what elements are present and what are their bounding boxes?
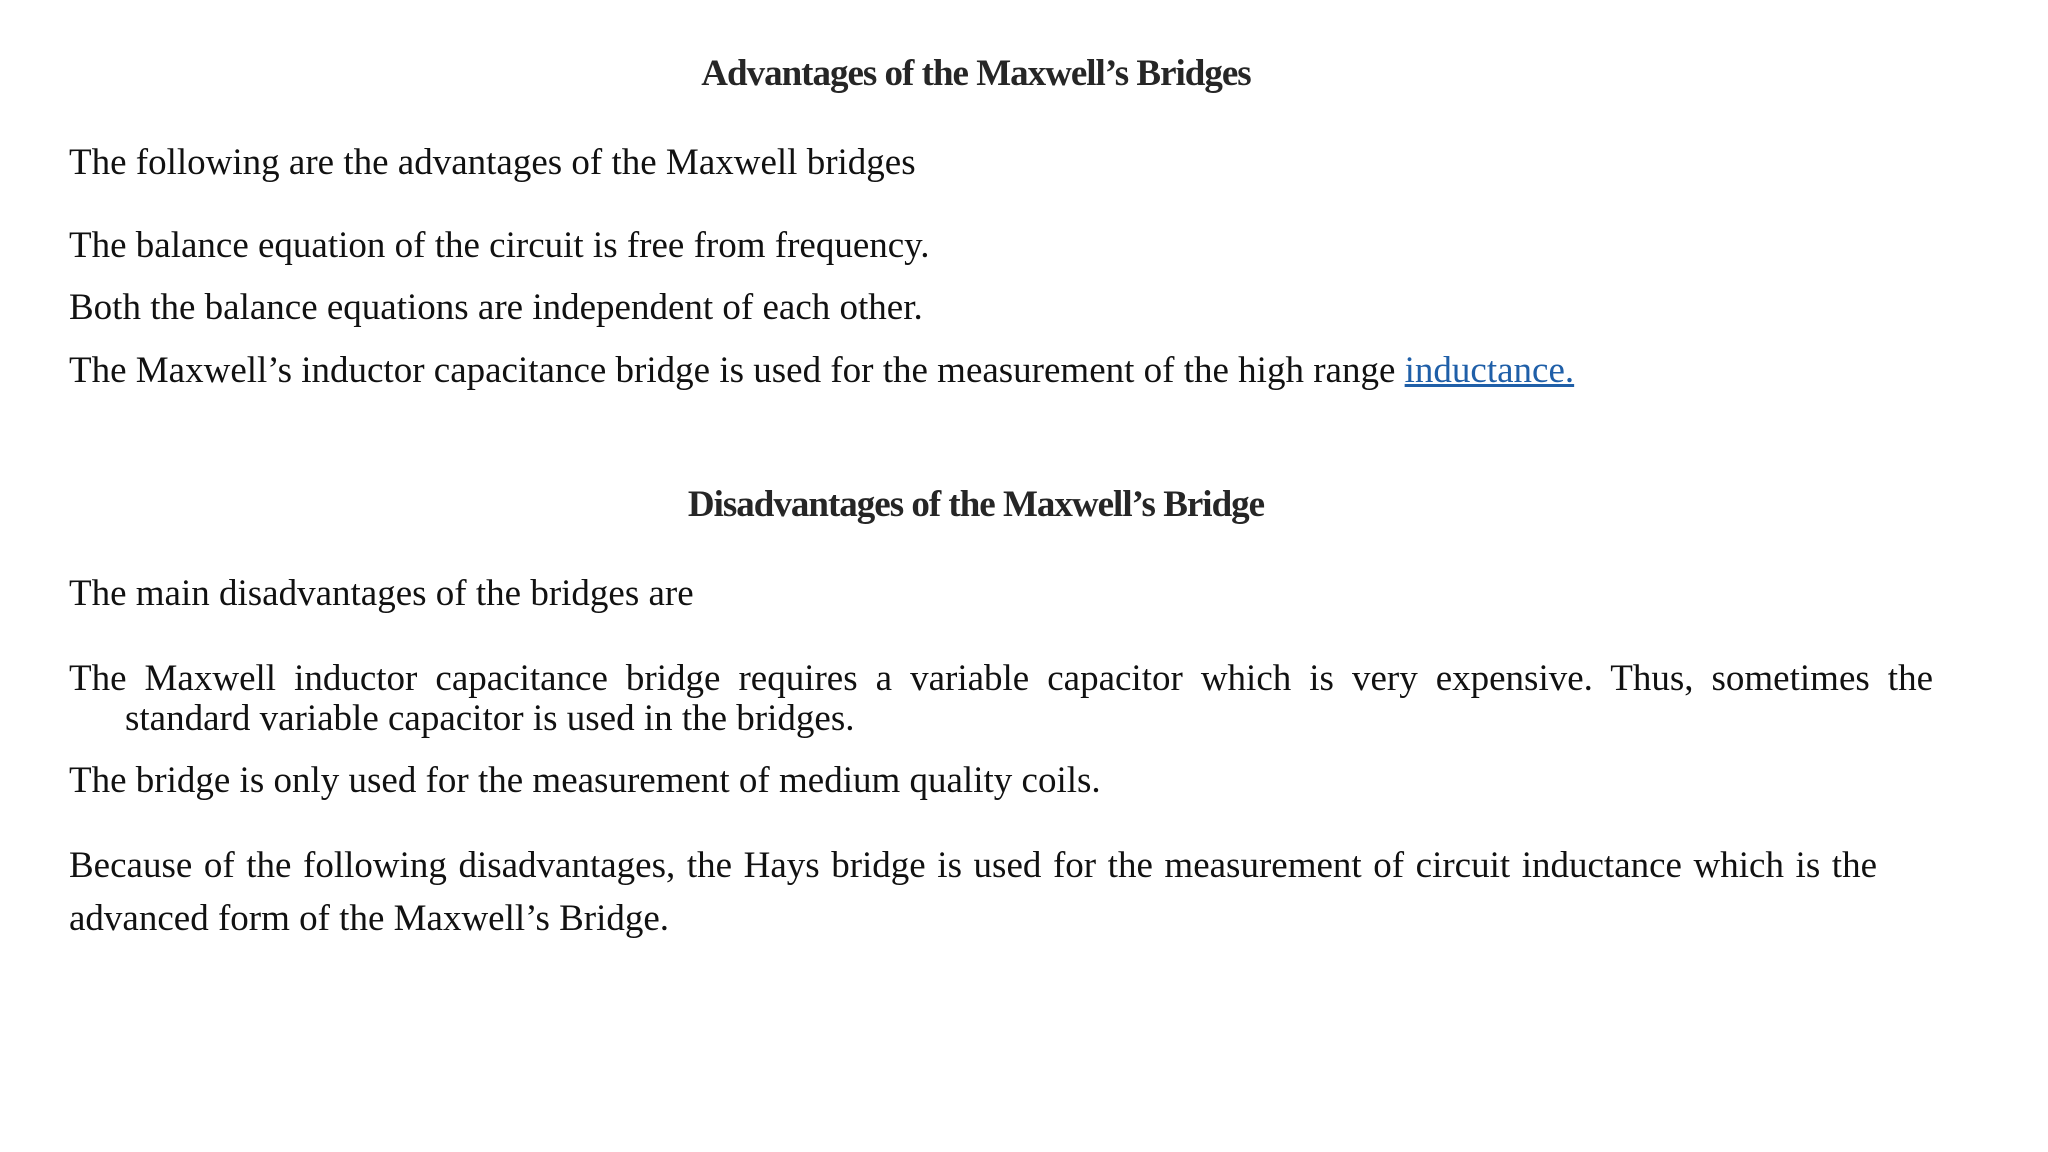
- advantages-heading: Advantages of the Maxwell’s Bridges: [701, 53, 1251, 94]
- inductance-link[interactable]: inductance.: [1404, 350, 1575, 391]
- advantages-intro: The following are the advantages of the Maxwell bridges: [69, 142, 916, 183]
- advantage-item-1: The balance equation of the circuit is free from frequency.: [69, 225, 930, 266]
- disadvantages-heading: Disadvantages of the Maxwell’s Bridge: [687, 484, 1265, 525]
- disadvantage-item-2: The bridge is only used for the measurement of medium quality coils.: [69, 760, 1101, 801]
- disadvantages-intro: The main disadvantages of the bridges are: [69, 573, 694, 614]
- advantage-item-3-text: The Maxwell’s inductor capacitance bridge is used for the measurement of the high range: [69, 350, 1405, 391]
- advantage-item-2: Both the balance equations are independent of each other.: [69, 287, 923, 328]
- advantage-item-3: [69, 349, 1574, 393]
- closing-paragraph: Because of the following disadvantages, the Hays bridge is used for the measurement of circuit inductance which is the advanced form of the Maxwell’s Bridge.: [69, 845, 1877, 939]
- disadvantage-item-1: The Maxwell inductor capacitance bridge requires a variable capacitor which is very expensive. Thus, sometimes the standard variable capacitor is used in the bridges.: [69, 658, 1933, 739]
